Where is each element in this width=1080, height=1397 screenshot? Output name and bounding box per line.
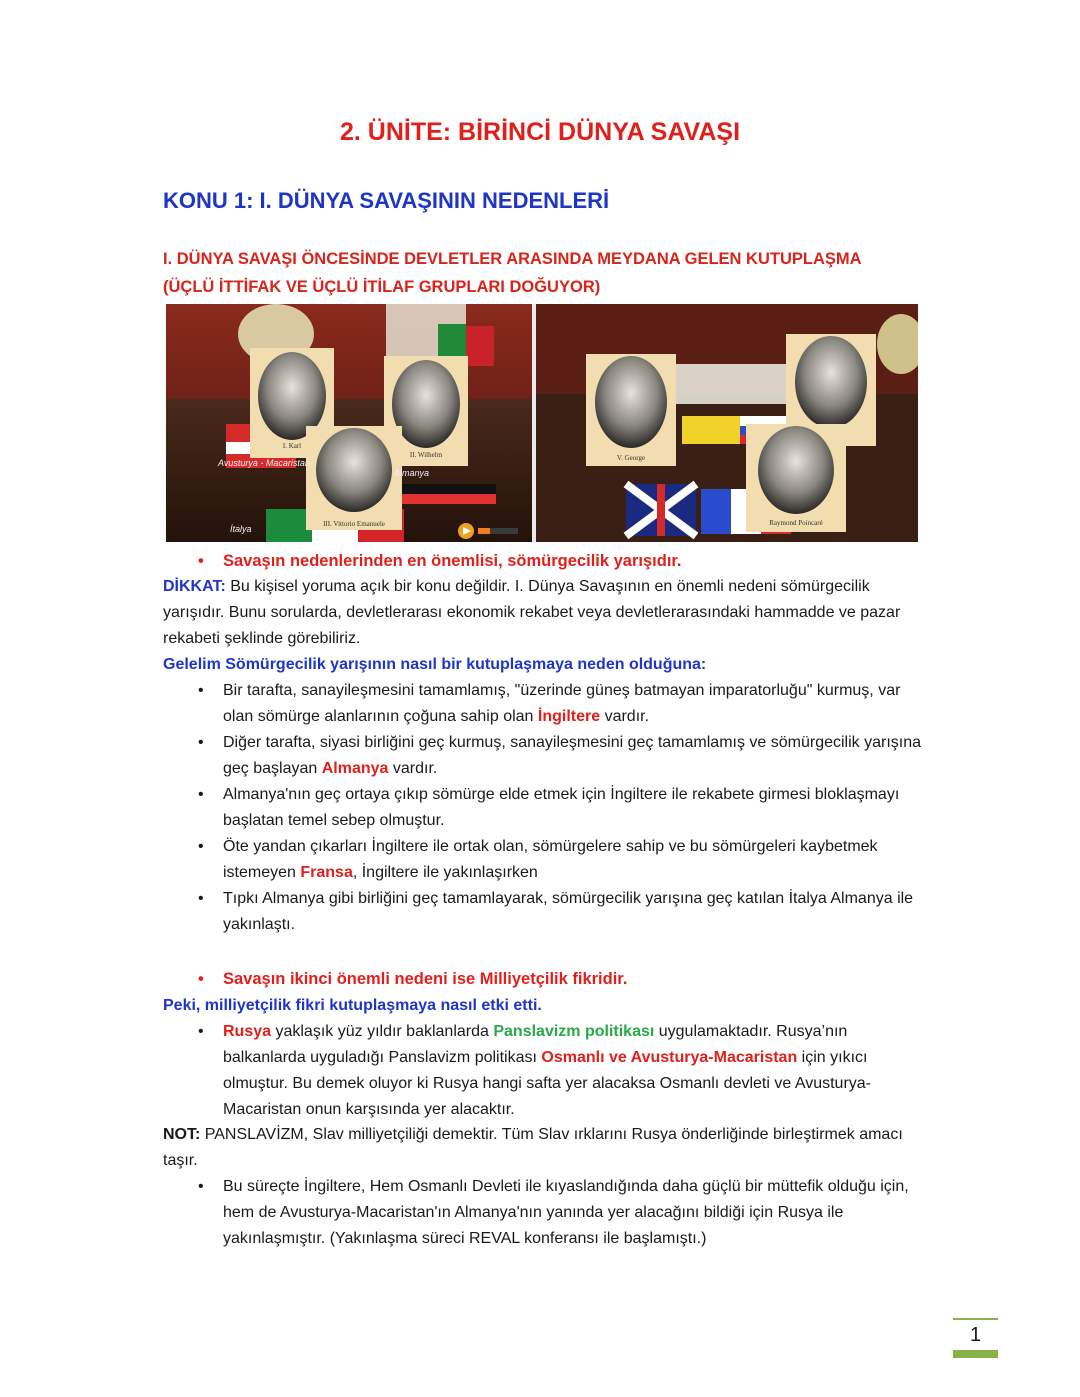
bullet-marker: • [198, 682, 204, 699]
page-number-top-rule [953, 1318, 998, 1320]
page-number-box [953, 1318, 998, 1358]
dikkat-label: DİKKAT: [163, 578, 226, 595]
portrait-label-poincare: Raymond Poincaré [769, 519, 823, 527]
page-number: 1 [969, 1324, 982, 1346]
list-item-text: Diğer tarafta, siyasi birliğini geç kurmuş, sanayileşmesini geç tamamlamış ve sömürgecilik yarışına geç başlayan [223, 734, 922, 777]
bullet-marker: • [198, 1178, 204, 1195]
bullet-marker: • [198, 552, 204, 570]
list-item-text: vardır. [388, 760, 438, 777]
highlight-rusya: Rusya [223, 1023, 272, 1040]
highlight-osmanli-avusturya: Osmanlı ve Avusturya-Macaristan [541, 1049, 798, 1066]
second-cause-text: Savaşın ikinci önemli nedeni ise Milliyetçilik fikridir. [223, 970, 628, 988]
bullet-marker: • [198, 734, 204, 751]
highlight-ingiltere: İngiltere [537, 708, 601, 725]
portrait-label-george: V. George [616, 454, 646, 462]
list-item-text: için yıkıcı olmuştur. Bu demek oluyor ki Rusya hangi safta yer alacaksa Osmanlı devleti ve Avusturya-Macaristan onun karşısında yer alacaktır. [223, 1049, 872, 1118]
country-label-austria: Avusturya - Macaristan [218, 458, 310, 468]
portrait-label-wilhelm: II. Wilhelm [409, 451, 443, 459]
not-label: NOT: [163, 1126, 201, 1143]
portrait-label-karl: I. Karl [282, 442, 302, 450]
list-item-text: yaklaşık yüz yıldır baklanlarda [271, 1023, 494, 1040]
bullet-marker: • [198, 970, 204, 988]
topic-heading: KONU 1: I. DÜNYA SAVAŞININ NEDENLERİ [163, 188, 610, 213]
list-item-text: Tıpkı Almanya gibi birliğini geç tamamlayarak, sömürgecilik yarışına geç katılan İtalya Almanya ile yakınlaştı. [223, 890, 914, 933]
highlight-fransa: Fransa [300, 864, 353, 881]
page-number-bottom-rule [953, 1350, 998, 1358]
section-heading-line2: (ÜÇLÜ İTTİFAK VE ÜÇLÜ İTİLAF GRUPLARI DOĞUYOR) [163, 278, 601, 296]
list-item-text: , İngiltere ile yakınlaşırken [352, 864, 538, 881]
list-item-text: vardır. [600, 708, 650, 725]
list-item-text: Bu süreçte İngiltere, Hem Osmanlı Devleti ile kıyaslandığında daha güçlü bir müttefik olduğu için, hem de Avusturya-Macaristan'ın Almanya'nın yanında yer alacağını bildiği için Rusya ile yakınlaşmıştır. (Yakınlaşma süreci REVAL konferansı ile başlamıştı.) [223, 1178, 909, 1247]
bullet-marker: • [198, 1023, 204, 1040]
not-text: PANSLAVİZM, Slav milliyetçiliği demektir. Tüm Slav ırklarını Rusya önderliğinde birleştirmek amacı taşır. [163, 1126, 903, 1169]
unit-title: 2. ÜNİTE: BİRİNCİ DÜNYA SAVAŞI [339, 118, 741, 146]
country-label-italy: İtalya [230, 524, 252, 534]
bullet-marker: • [198, 786, 204, 803]
portrait-label-vittorio: III. Vittorio Emanuele [323, 520, 385, 528]
main-cause-text: Savaşın nedenlerinden en önemlisi, sömürgecilik yarışıdır. [223, 552, 682, 570]
list-item-text: uygulamaktadır. Rusya’nın balkanlarda uyguladığı Panslavizm politikası [223, 1023, 848, 1066]
dikkat-text: Bu kişisel yoruma açık bir konu değildir. I. Dünya Savaşının en önemli nedeni sömürgecilik yarışıdır. Bunu sorularda, devletlerarası ekonomik rekabet veya devletlerarasındaki hammadde ve pazar rekabeti şeklinde görebiliriz. [163, 578, 901, 647]
highlight-almanya: Almanya [321, 760, 389, 777]
bullet-marker: • [198, 838, 204, 855]
list-item-text: Bir tarafta, sanayileşmesini tamamlamış, "üzerinde güneş batmayan imparatorluğu" kurmuş, var olan sömürge alanlarının çoğuna sahip olan [223, 682, 901, 725]
list-item-text: Almanya'nın geç ortaya çıkıp sömürge elde etmek için İngiltere ile rekabete girmesi bloklaşmayı başlatan temel sebep olmuştur. [223, 786, 900, 829]
dikkat-paragraph [163, 574, 923, 652]
highlight-panslavizm: Panslavizm politikası [493, 1023, 655, 1040]
section-heading-line1: I. DÜNYA SAVAŞI ÖNCESİNDE DEVLETLER ARASINDA MEYDANA GELEN KUTUPLAŞMA [163, 250, 862, 268]
not-paragraph [163, 1122, 923, 1174]
alliances-illustration [166, 304, 918, 542]
gelelim-heading: Gelelim Sömürgecilik yarışının nasıl bir kutuplaşmaya neden olduğuna: [163, 656, 707, 673]
country-label-germany: Almanya [394, 468, 430, 478]
list-item-text: Öte yandan çıkarları İngiltere ile ortak olan, sömürgelere sahip ve bu sömürgeleri kaybetmek istemeyen [223, 838, 878, 881]
peki-heading: Peki, milliyetçilik fikri kutuplaşmaya nasıl etki etti. [163, 997, 542, 1014]
bullet-marker: • [198, 890, 204, 907]
